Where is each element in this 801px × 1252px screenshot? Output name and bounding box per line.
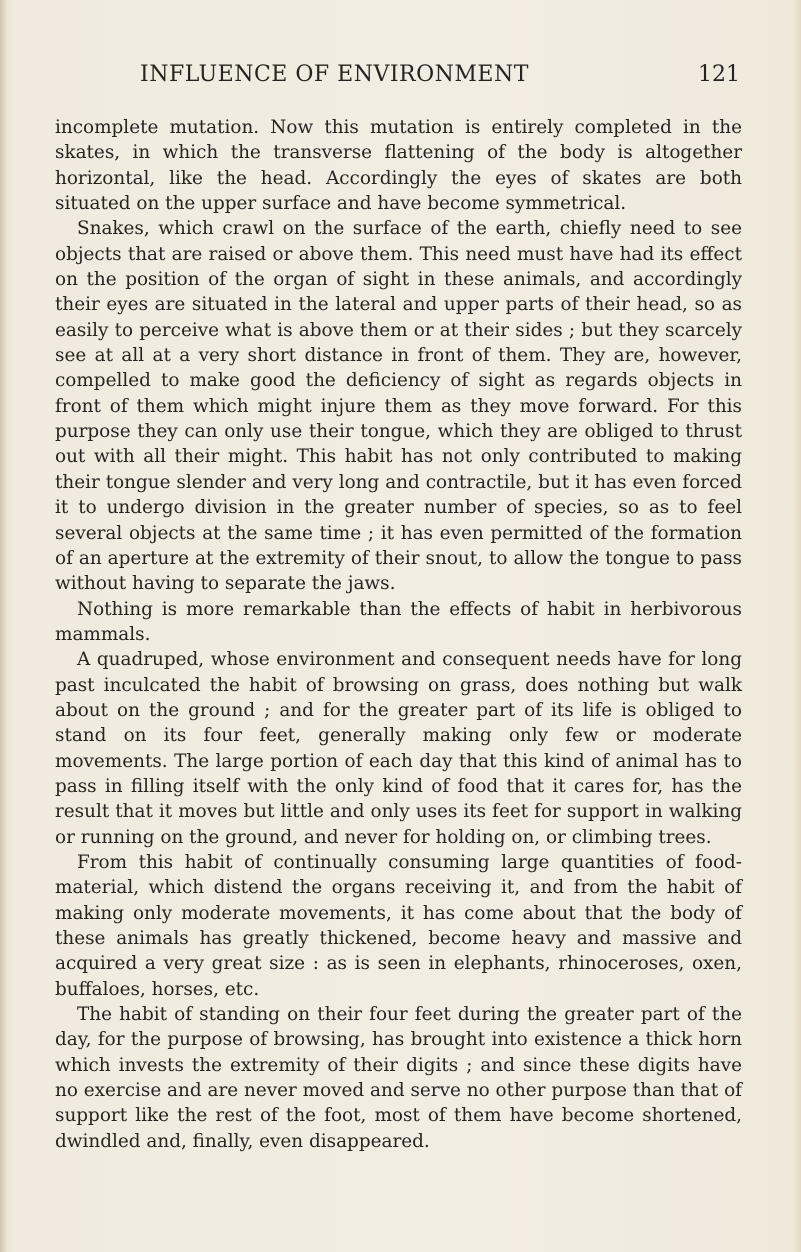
page-number: 121 [698, 62, 740, 87]
body-text [55, 115, 742, 1154]
page-binding-edge [0, 0, 6, 1252]
paragraph-snakes: Snakes, which crawl on the surface of the earth, chiefly need to see objects that are raised or above them. This need must have had its effect on the position of the organ of sight in these animals, and accordingly their eyes are situated in the lateral and upper parts of their head, so as easily to perceive what is above them or at their sides ; but they scarcely see at all at a very short distance in front of them. They are, however, compelled to make good the deficiency of sight as regards objects in front of them which might injure them as they move forward. For this purpose they can only use their tongue, which they are obliged to thrust out with all their might. This habit has not only contributed to making their tongue slender and very long and contractile, but it has even forced it to undergo division in the greater number of species, so as to feel several objects at the same time ; it has even permitted of the formation of an aperture at the extremity of their snout, to allow the tongue to pass without having to separate the jaws. [55, 218, 742, 595]
paragraph-quadruped: A quadruped, whose environment and consequent needs have for long past inculcated the habit of browsing on grass, does nothing but walk about on the ground ; and for the greater part of its life is obliged to stand on its four feet, generally making only few or moderate movements. The large portion of each day that this kind of animal has to pass in filling itself with the only kind of food that it cares for, has the result that it moves but little and only uses its feet for support in walking or running on the ground, and never for holding on, or climbing trees. [55, 649, 742, 848]
paragraph-food-habit: From this habit of continually consuming large quantities of food-material, which distend the organs receiving it, and from the habit of making only moderate movements, it has come about that the body of these animals has greatly thickened, become heavy and massive and acquired a very great size : as is seen in elephants, rhinoceroses, oxen, buffaloes, horses, etc. [55, 851, 742, 1000]
page-outer-edge [793, 0, 801, 1252]
paragraph-herbivorous: Nothing is more remarkable than the effects of habit in herbivorous mammals. [55, 598, 742, 645]
page-header [140, 62, 740, 92]
running-title: INFLUENCE OF ENVIRONMENT [140, 62, 529, 87]
paragraph-standing-habit: The habit of standing on their four feet during the greater part of the day, for the purpose of browsing, has brought into existence a thick horn which invests the extremity of their digits ; and since these digits have no exercise and are never moved and serve no other purpose than that of support like the rest of the foot, most of them have become shortened, dwindled and, finally, even disappeared. [55, 1004, 742, 1152]
paragraph-continuation: incomplete mutation. Now this mutation is entirely completed in the skates, in which the transverse flattening of the body is altogether horizontal, like the head. Accordingly the eyes of skates are both situated on the upper surface and have become symmetrical. [55, 117, 742, 215]
